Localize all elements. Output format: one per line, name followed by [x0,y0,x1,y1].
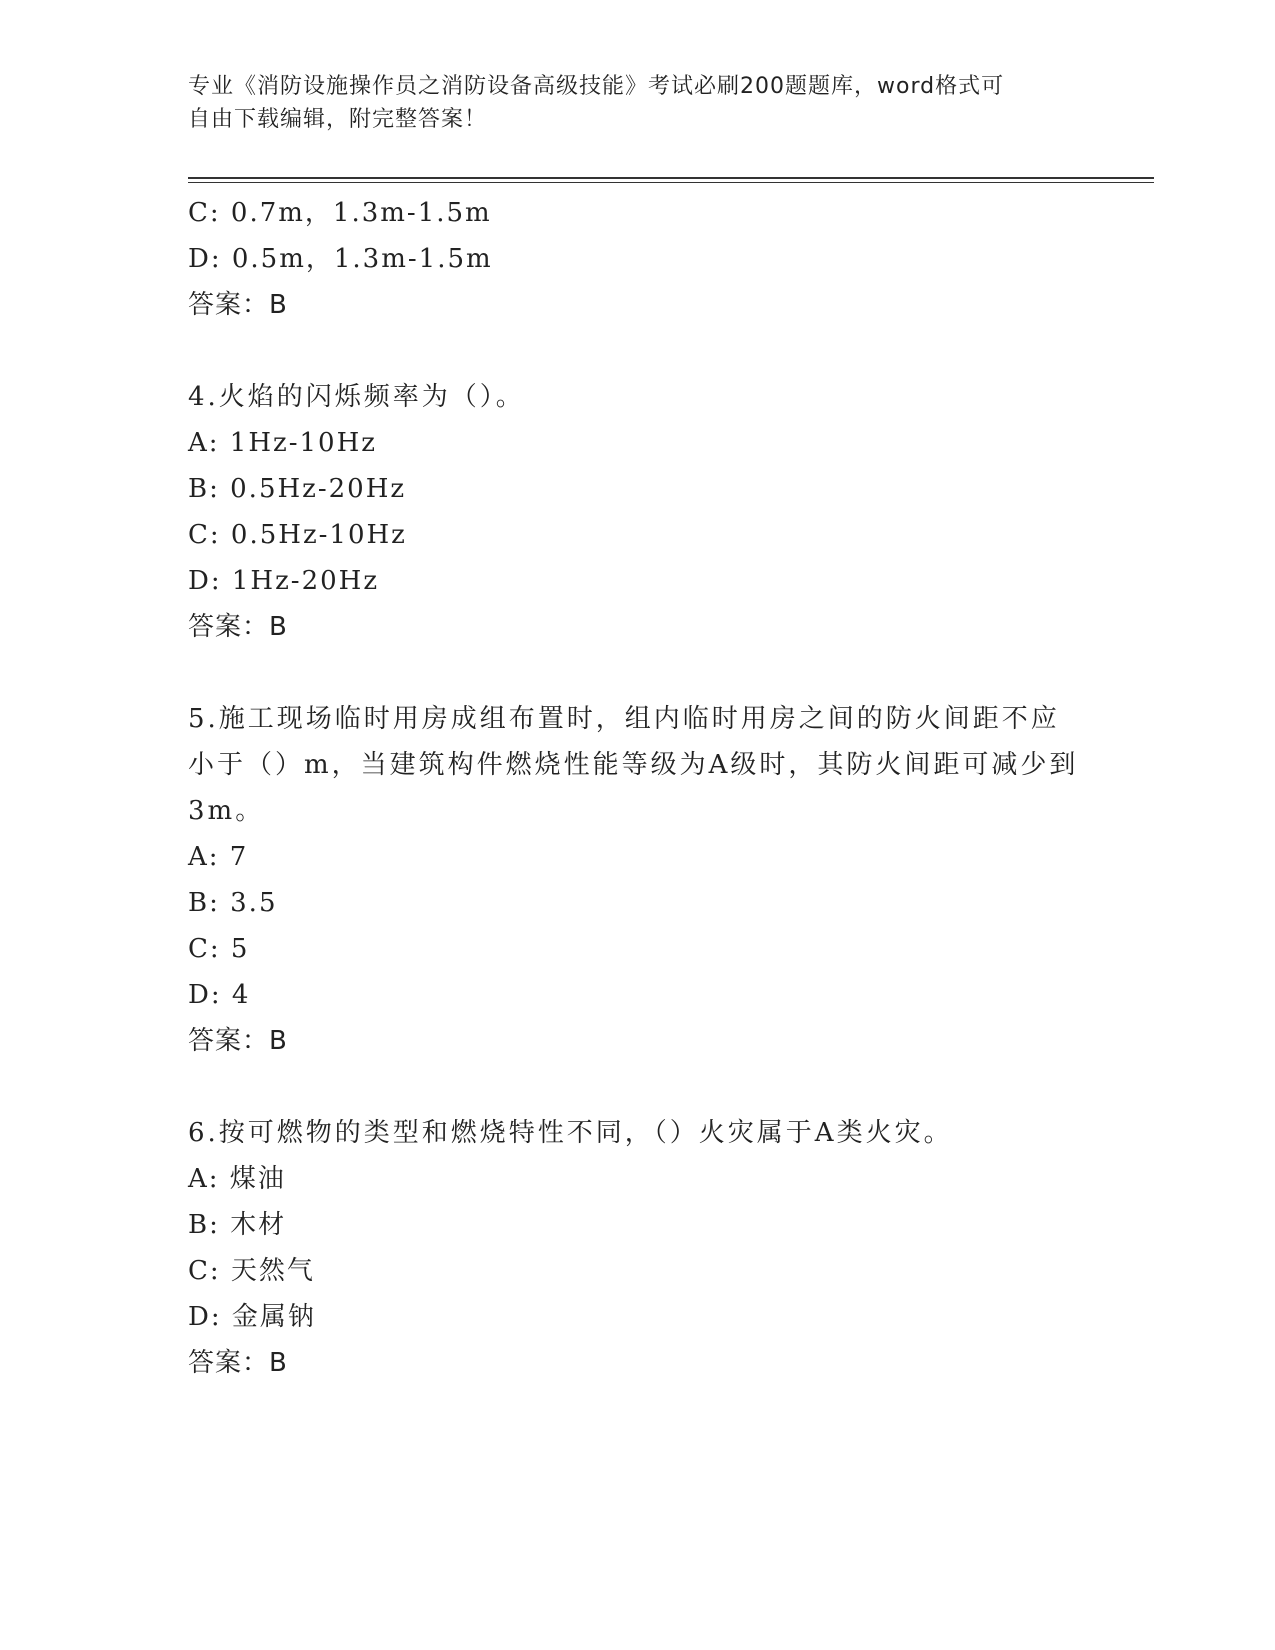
question-3 [188,190,1088,328]
option-b: B: 木材 [188,1210,287,1240]
spacer [188,650,1088,696]
option-d: D: 1Hz-20Hz [188,566,380,596]
option-c: C: 天然气 [188,1256,315,1286]
option-c: C: 0.7m，1.3m-1.5m [188,198,492,228]
spacer [188,328,1088,374]
header-divider-thin [188,182,1154,183]
question-4 [188,374,1088,650]
question-list [188,190,1088,1386]
option-d: D: 4 [188,980,251,1010]
question-5 [188,696,1088,1064]
option-d: D: 0.5m，1.3m-1.5m [188,244,493,274]
question-stem-line-3: 3m。 [188,796,265,826]
option-d: D: 金属钠 [188,1302,316,1332]
option-a: A: 煤油 [188,1164,286,1194]
header-title-line-2: 自由下载编辑，附完整答案！ [188,107,488,132]
question-stem-line-2: 小于（）m，当建筑构件燃烧性能等级为A级时，其防火间距可减少到 [188,750,1079,780]
document-header [188,70,1068,136]
option-c: C: 5 [188,934,250,964]
header-divider-thick [188,177,1154,179]
answer: 答案：B [188,1026,288,1056]
answer: 答案：B [188,290,288,320]
header-title-line-1: 专业《消防设施操作员之消防设备高级技能》考试必刷200题题库，word格式可 [188,74,1005,99]
spacer [188,1064,1088,1110]
option-c: C: 0.5Hz-10Hz [188,520,407,550]
option-b: B: 0.5Hz-20Hz [188,474,407,504]
option-b: B: 3.5 [188,888,278,918]
option-a: A: 1Hz-10Hz [188,428,377,458]
question-stem-line-1: 5.施工现场临时用房成组布置时，组内临时用房之间的防火间距不应 [188,704,1060,734]
answer: 答案：B [188,612,288,642]
option-a: A: 7 [188,842,249,872]
question-6 [188,1110,1088,1386]
question-stem: 4.火焰的闪烁频率为（）。 [188,382,525,412]
answer: 答案：B [188,1348,288,1378]
question-stem: 6.按可燃物的类型和燃烧特性不同，（）火灾属于A类火灾。 [188,1118,953,1148]
